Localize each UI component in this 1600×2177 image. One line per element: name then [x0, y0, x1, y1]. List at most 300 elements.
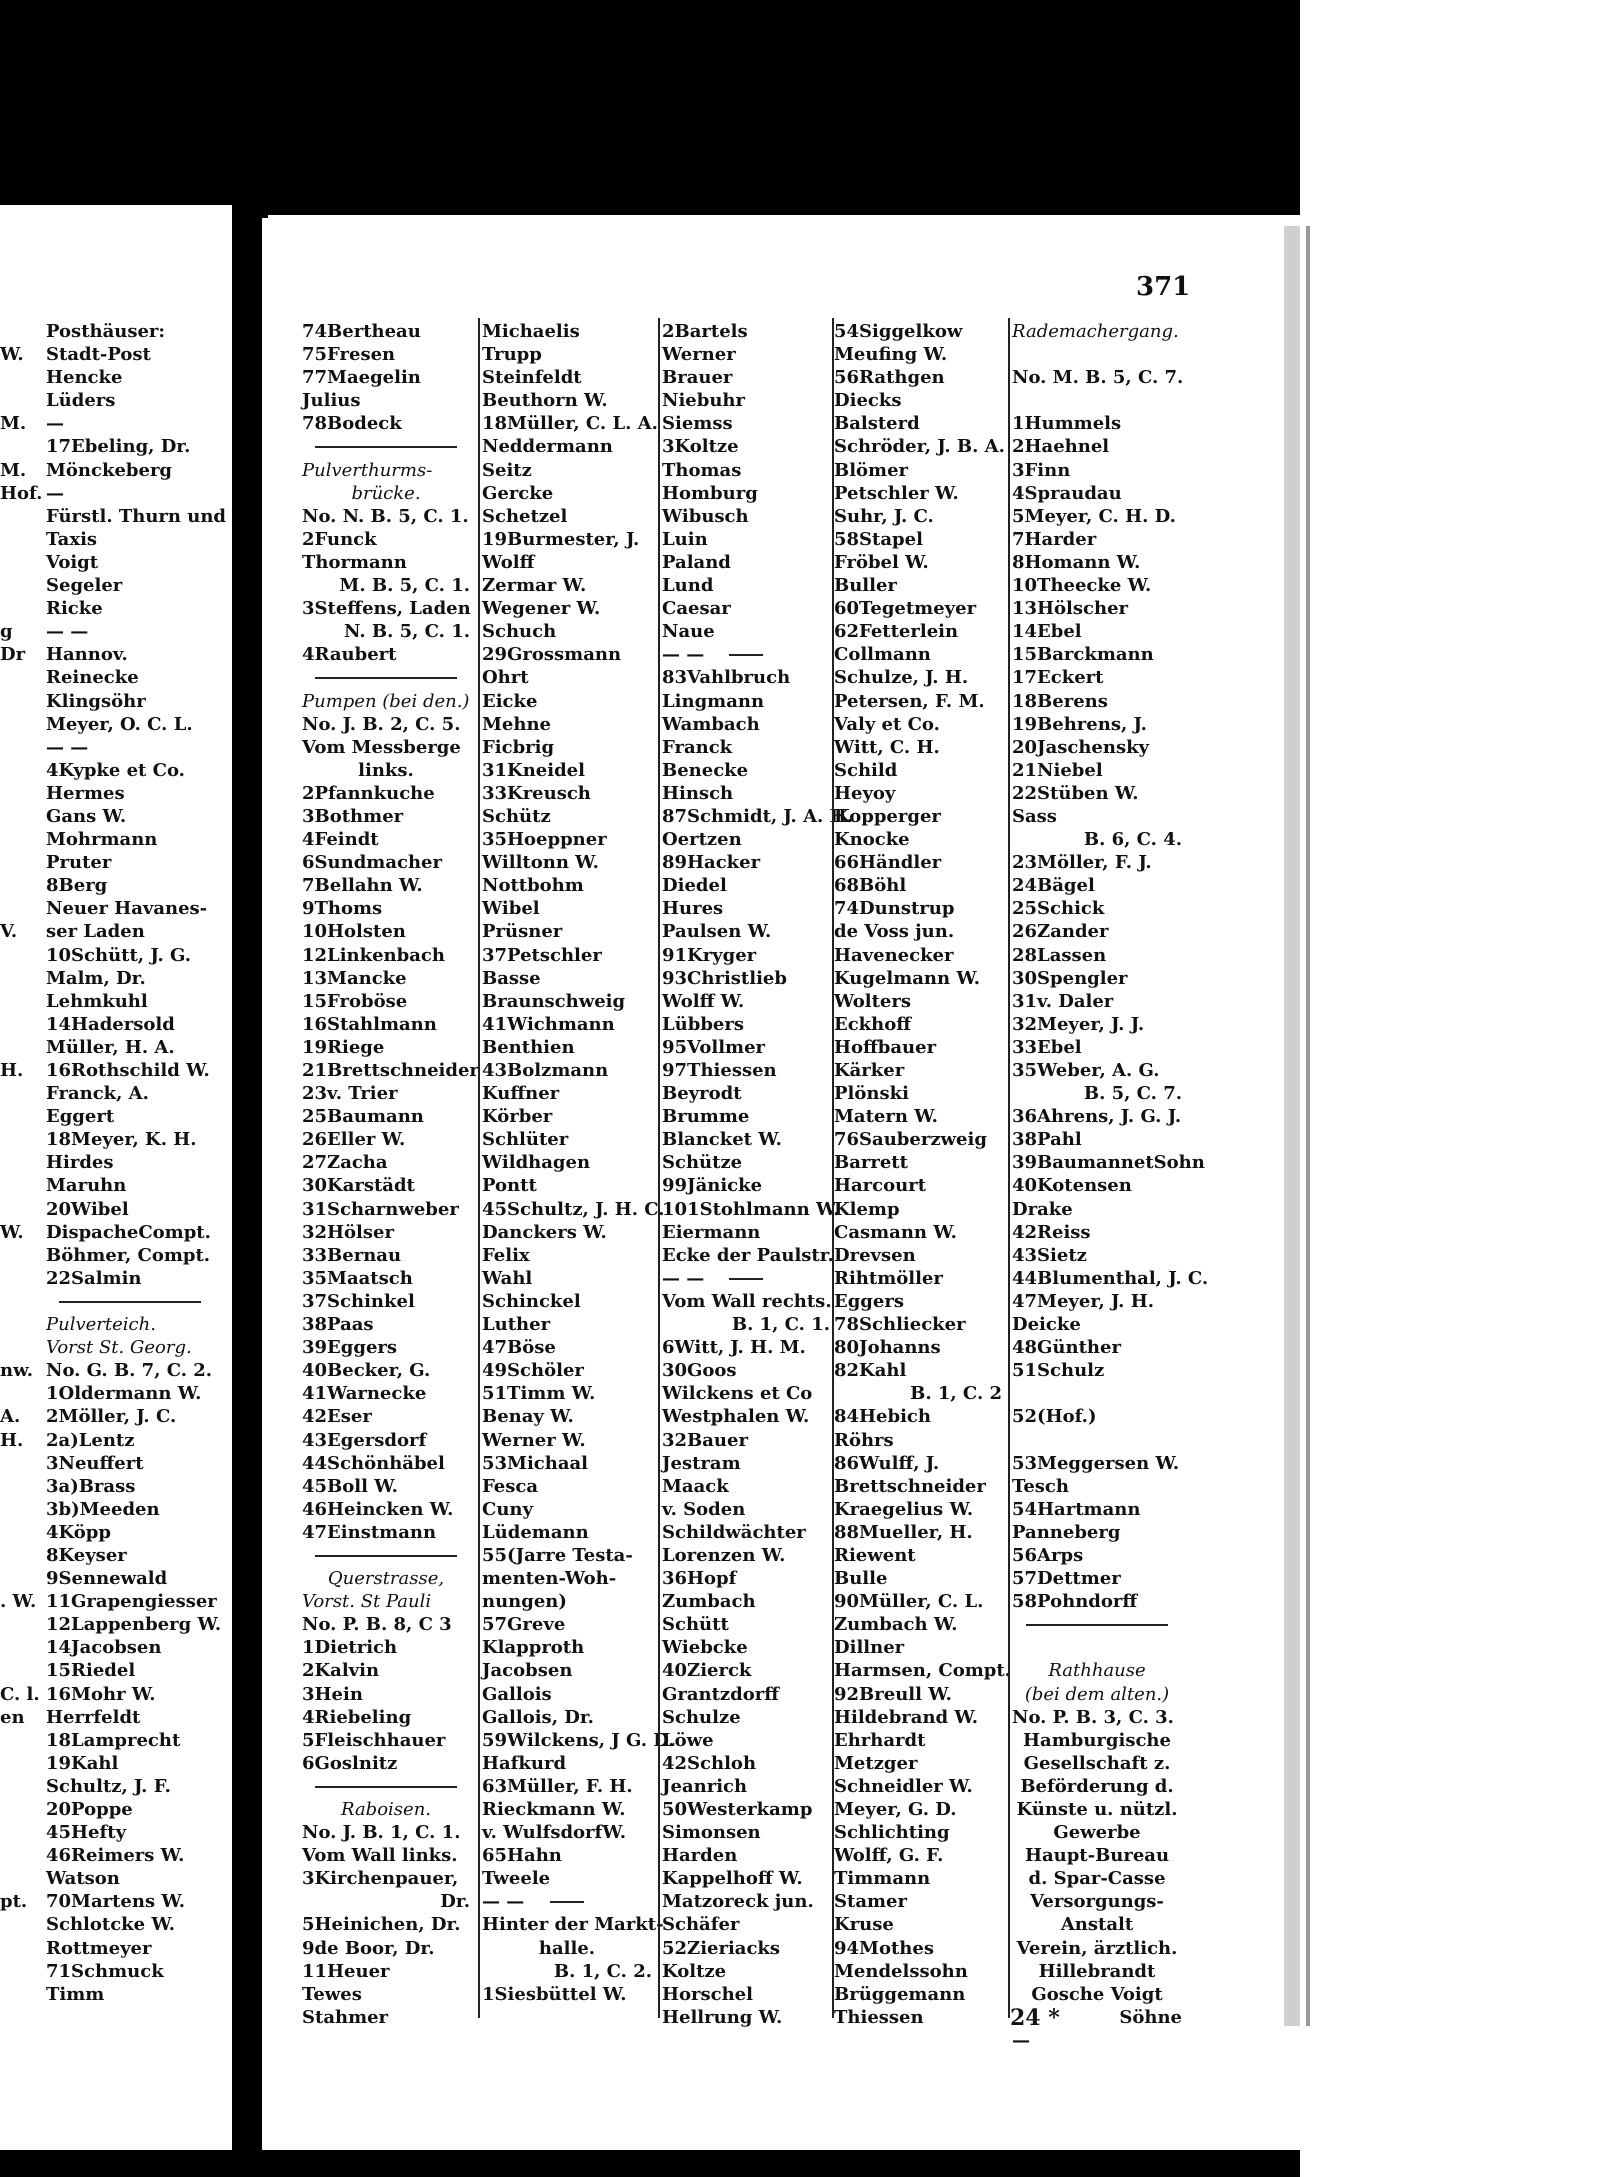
entry-line: 55(Jarre Testa- — [482, 1544, 633, 1566]
entry-line: 35Maatsch — [302, 1267, 413, 1289]
entry-line: Grantzdorff — [662, 1683, 779, 1705]
entry-line: 36Ahrens, J. G. J. — [1012, 1106, 1182, 1128]
entry-line: Ehrhardt — [834, 1729, 926, 1751]
entry-line: Zumbach — [662, 1591, 756, 1613]
entry-line: Petersen, F. M. — [834, 690, 985, 712]
entry-line: 20Jaschensky — [1012, 736, 1150, 758]
entry-line: halle. — [538, 1937, 596, 1959]
entry-line: Schütze — [662, 1152, 743, 1174]
entry-line — [1012, 389, 1182, 412]
entry-line: Pumpen (bei den.) — [302, 690, 470, 712]
entry-line: 3a)Brass — [46, 1475, 136, 1497]
entry-line: Benecke — [662, 759, 749, 781]
entry-line — [0, 1082, 34, 1105]
entry-line: M. — [0, 459, 27, 481]
entry-line — [0, 1867, 34, 1890]
entry-line: Naue — [662, 621, 715, 643]
entry-line: Blancket W. — [662, 1129, 782, 1151]
entry-line: Meyer, O. C. L. — [46, 713, 193, 735]
entry-line: 13Mancke — [302, 967, 407, 989]
entry-line: Malm, Dr. — [46, 967, 146, 989]
entry-line: Rieckmann W. — [482, 1799, 626, 1820]
entry-line: Meufing W. — [834, 344, 948, 366]
entry-line: 4Spraudau — [1012, 482, 1122, 504]
entry-line — [0, 389, 34, 412]
entry-line: Böhmer, Compt. — [46, 1244, 211, 1266]
entry-line: 8Keyser — [46, 1544, 127, 1566]
entry-line: Kruse — [834, 1914, 894, 1936]
entry-line: — — — [662, 643, 830, 666]
entry-line: Horschel — [662, 1983, 753, 2005]
entry-line: 2Kalvin — [302, 1660, 380, 1682]
entry-line: 40Zierck — [662, 1660, 752, 1682]
entry-line: 50Westerkamp — [662, 1799, 813, 1820]
entry-line: Kopperger — [834, 805, 941, 827]
entry-line: 31v. Daler — [1012, 990, 1114, 1012]
entry-line: 48Günther — [1012, 1337, 1121, 1359]
entry-line — [0, 666, 34, 689]
entry-line: 33Ebel — [1012, 1036, 1082, 1058]
entry-line: 2Möller, J. C. — [46, 1406, 177, 1428]
entry-line — [0, 1036, 34, 1059]
entry-line: 58Stapel — [834, 528, 923, 550]
entry-line: 88Mueller, H. — [834, 1521, 973, 1543]
entry-line — [0, 1198, 34, 1221]
entry-line — [0, 967, 34, 990]
entry-line: 4Kypke et Co. — [46, 759, 185, 781]
entry-line: 92Breull W. — [834, 1683, 952, 1705]
entry-line: 10Schütt, J. G. — [46, 944, 191, 966]
entry-line: Simonsen — [662, 1822, 761, 1844]
entry-line: 3Steffens, Laden — [302, 598, 471, 620]
entry-line: Jeanrich — [662, 1775, 748, 1797]
entry-line: Vorst. St Pauli — [302, 1591, 432, 1613]
entry-line — [0, 805, 34, 828]
entry-line: Tewes — [302, 1983, 362, 2005]
entry-line: — — — [46, 736, 89, 758]
entry-line — [0, 828, 34, 851]
entry-line: Hures — [662, 898, 724, 920]
entry-line: Vom Wall links. — [302, 1845, 458, 1867]
entry-line: 47Böse — [482, 1337, 556, 1359]
entry-line: 43Bolzmann — [482, 1060, 609, 1081]
page-number: 371 — [1136, 272, 1191, 302]
entry-line: Witt, C. H. — [834, 736, 940, 758]
entry-line: 47Meyer, J. H. — [1012, 1290, 1154, 1312]
entry-line: Cuny — [482, 1498, 533, 1520]
entry-line: 52(Hof.) — [1012, 1406, 1097, 1428]
entry-line: Braunschweig — [482, 990, 626, 1012]
entry-line — [0, 990, 34, 1013]
entry-line: 32Meyer, J. J. — [1012, 1013, 1145, 1035]
scan-margin-right — [1300, 0, 1600, 2177]
entry-line: Mohrmann — [46, 829, 158, 851]
entry-line: 18Lamprecht — [46, 1729, 181, 1751]
entry-line: 17Eckert — [1012, 667, 1104, 689]
entry-line: Verein, ärztlich. — [1016, 1937, 1178, 1959]
entry-line: Westphalen W. — [662, 1406, 810, 1428]
entry-line: Vorst St. Georg. — [46, 1337, 192, 1359]
entry-line — [0, 1659, 34, 1682]
entry-line: Schildwächter — [662, 1521, 806, 1543]
entry-line: Neddermann — [482, 436, 613, 458]
entry-line — [0, 782, 34, 805]
entry-line: 45Hefty — [46, 1822, 127, 1844]
entry-line: Schulze — [662, 1706, 741, 1728]
entry-line: Franck, A. — [46, 1083, 149, 1105]
entry-line: No. M. B. 5, C. 7. — [1012, 367, 1184, 389]
entry-line: 54Hartmann — [1012, 1498, 1141, 1520]
entry-line: 45Boll W. — [302, 1475, 398, 1497]
entry-line — [0, 366, 34, 389]
entry-line: Hafkurd — [482, 1752, 567, 1774]
entry-line: 20Wibel — [46, 1198, 129, 1220]
entry-line: Michaelis — [482, 321, 580, 342]
entry-line: 15Riedel — [46, 1660, 136, 1682]
entry-line: 87Schmidt, J. A. H. — [662, 805, 853, 827]
entry-line — [0, 1752, 34, 1775]
entry-line: 41Wichmann — [482, 1013, 615, 1035]
printer-signature: 24 * — [1010, 2005, 1060, 2031]
entry-line: Schneidler W. — [834, 1775, 973, 1797]
entry-line: — — [46, 413, 64, 435]
entry-line: Hinsch — [662, 782, 734, 804]
entry-line: Felix — [482, 1244, 530, 1266]
entry-line: 4Raubert — [302, 644, 397, 666]
entry-line: 4Riebeling — [302, 1706, 412, 1728]
entry-line: B. 6, C. 4. — [1083, 829, 1182, 851]
entry-line: Wolff W. — [662, 990, 745, 1012]
entry-line — [0, 1105, 34, 1128]
entry-line: 71Schmuck — [46, 1960, 164, 1982]
entry-line: menten-Woh- — [482, 1568, 617, 1590]
entry-line: Anstalt — [1060, 1914, 1134, 1936]
entry-line: 2Pfannkuche — [302, 782, 435, 804]
entry-line: 7Harder — [1012, 528, 1097, 550]
entry-line: Wiebcke — [662, 1637, 748, 1659]
entry-line: 1Siesbüttel W. — [482, 1983, 627, 2005]
entry-line: — — — [46, 621, 89, 643]
entry-line — [0, 1613, 34, 1636]
entry-line: Julius — [302, 390, 361, 412]
entry-line: Wilckens et Co — [662, 1383, 813, 1405]
entry-line: Benay W. — [482, 1406, 574, 1428]
entry-line — [0, 505, 34, 528]
entry-line: Watson — [46, 1868, 120, 1890]
entry-line: 26Eller W. — [302, 1129, 406, 1151]
entry-line: Meyer, G. D. — [834, 1799, 957, 1820]
entry-line: 45Schultz, J. H. C. — [482, 1198, 665, 1220]
entry-line — [0, 1729, 34, 1752]
entry-line: Wegener W. — [482, 598, 601, 620]
entry-line: Hellrung W. — [662, 2006, 783, 2028]
entry-line: Metzger — [834, 1752, 918, 1774]
entry-line: Matern W. — [834, 1106, 938, 1128]
entry-line — [1012, 1429, 1182, 1452]
entry-line: Mendelssohn — [834, 1960, 968, 1982]
entry-line: Petschler W. — [834, 482, 959, 504]
entry-line: 10Theecke W. — [1012, 575, 1152, 597]
entry-line: Stamer — [834, 1891, 907, 1913]
entry-line: 37Petschler — [482, 944, 602, 966]
entry-line: 59Wilckens, J G. D. — [482, 1729, 675, 1751]
entry-line: 82Kahl — [834, 1360, 907, 1382]
entry-line — [46, 1290, 214, 1313]
entry-line: Gallois — [482, 1683, 552, 1705]
entry-line: Körber — [482, 1106, 553, 1128]
entry-line: 36Hopf — [662, 1568, 737, 1590]
entry-line: Eggert — [46, 1106, 115, 1128]
entry-line: Havenecker — [834, 944, 954, 966]
entry-line: No. P. B. 3, C. 3. — [1012, 1706, 1174, 1728]
entry-line: 9Sennewald — [46, 1568, 168, 1590]
left-page-column — [46, 320, 227, 2006]
entry-line: 86Wulff, J. — [834, 1452, 940, 1474]
entry-line — [0, 1290, 34, 1313]
entry-line: 2Bartels — [662, 321, 748, 342]
entry-line: Blömer — [834, 459, 909, 481]
entry-line — [0, 759, 34, 782]
entry-line: Drevsen — [834, 1244, 916, 1266]
entry-line: 62Fetterlein — [834, 621, 959, 643]
entry-line: Pulverthurms- — [302, 459, 433, 481]
entry-line: 12Lappenberg W. — [46, 1614, 222, 1636]
entry-line: 8Homann W. — [1012, 551, 1141, 573]
entry-line: Lüders — [46, 390, 116, 412]
entry-line: 18Meyer, K. H. — [46, 1129, 197, 1151]
entry-line: 23v. Trier — [302, 1083, 398, 1105]
entry-line: Brumme — [662, 1106, 750, 1128]
entry-line: 40Kotensen — [1012, 1175, 1132, 1197]
entry-line: Reinecke — [46, 667, 139, 689]
entry-line: Wildhagen — [482, 1152, 591, 1174]
entry-line: Dr. — [440, 1891, 470, 1913]
entry-line: 30Goos — [662, 1360, 737, 1382]
entry-line: Riewent — [834, 1544, 916, 1566]
entry-line: 46Heincken W. — [302, 1498, 454, 1520]
entry-line: Balsterd — [834, 413, 920, 435]
entry-line: Barrett — [834, 1152, 908, 1174]
entry-line: Kärker — [834, 1060, 905, 1081]
entry-line — [1012, 343, 1182, 366]
entry-line: 2Funck — [302, 528, 377, 550]
entry-line: Pruter — [46, 852, 112, 874]
entry-line: Voigt — [46, 551, 99, 573]
entry-line: 12Linkenbach — [302, 944, 445, 966]
entry-line: Steinfeldt — [482, 367, 582, 389]
entry-line: 14Hadersold — [46, 1013, 175, 1035]
entry-line: Schütz — [482, 805, 551, 827]
entry-line — [0, 1567, 34, 1590]
entry-line: 52Zieriacks — [662, 1937, 781, 1959]
entry-line: Rademachergang. — [1012, 321, 1179, 342]
entry-line — [0, 1313, 34, 1336]
entry-line — [0, 690, 34, 713]
entry-line: 83Vahlbruch — [662, 667, 791, 689]
entry-line: 3Kirchenpauer, — [302, 1868, 459, 1890]
entry-line: Deicke — [1012, 1314, 1081, 1336]
entry-line: Querstrasse, — [327, 1568, 445, 1590]
entry-line: 42Reiss — [1012, 1221, 1091, 1243]
entry-line: Buller — [834, 575, 897, 597]
entry-line: Panneberg — [1012, 1521, 1121, 1543]
entry-line: Schröder, J. B. A. — [834, 436, 1005, 458]
entry-line: Franck — [662, 736, 733, 758]
entry-line: 22Stüben W. — [1012, 782, 1139, 804]
entry-line: 57Greve — [482, 1614, 566, 1636]
entry-line: C. l. — [0, 1683, 40, 1705]
entry-line: 93Christlieb — [662, 967, 787, 989]
entry-line: H. — [0, 1429, 24, 1451]
entry-line: Mönckeberg — [46, 459, 173, 481]
entry-line: 74Bertheau — [302, 321, 421, 342]
entry-line: Fröbel W. — [834, 551, 929, 573]
entry-line: Löwe — [662, 1729, 714, 1751]
entry-line: DispacheCompt. — [46, 1221, 211, 1243]
entry-line: 75Fresen — [302, 344, 396, 366]
entry-line: Luther — [482, 1314, 551, 1336]
entry-line: Eicke — [482, 690, 538, 712]
entry-line: 5Meyer, C. H. D. — [1012, 505, 1176, 527]
entry-line: 84Hebich — [834, 1406, 931, 1428]
entry-line: 44Blumenthal, J. C. — [1012, 1267, 1209, 1289]
entry-line: Gewerbe — [1053, 1822, 1141, 1844]
entry-line: 11Grapengiesser — [46, 1591, 217, 1613]
entry-line: — — [1012, 2029, 1030, 2051]
entry-line: Valy et Co. — [834, 713, 940, 735]
entry-line: Willtonn W. — [482, 852, 599, 874]
entry-line — [0, 736, 34, 759]
entry-line: g — [0, 621, 13, 643]
entry-line: 35Hoeppner — [482, 829, 607, 851]
entry-line: Hildebrand W. — [834, 1706, 979, 1728]
entry-line: Kraegelius W. — [834, 1498, 974, 1520]
entry-line: 66Händler — [834, 852, 942, 874]
entry-line — [302, 435, 470, 458]
entry-line: 15Barckmann — [1012, 644, 1154, 666]
entry-line: Wibel — [482, 898, 540, 920]
entry-line: Röhrs — [834, 1429, 894, 1451]
entry-line: W. — [0, 344, 24, 366]
entry-line: Nottbohm — [482, 875, 584, 897]
directory-column-4 — [834, 320, 1011, 2029]
entry-line: Eggers — [834, 1290, 904, 1312]
entry-line: 94Mothes — [834, 1937, 934, 1959]
entry-line: 56Rathgen — [834, 367, 945, 389]
entry-line — [0, 1128, 34, 1151]
entry-line: Segeler — [46, 575, 123, 597]
entry-line: A. — [0, 1406, 21, 1428]
entry-line: 8Berg — [46, 875, 108, 897]
entry-line: 20Poppe — [46, 1799, 133, 1820]
entry-line: Werner W. — [482, 1429, 586, 1451]
entry-line: Heyoy — [834, 782, 896, 804]
entry-line: 39BaumannetSohn — [1012, 1152, 1205, 1174]
entry-line: Suhr, J. C. — [834, 505, 934, 527]
entry-line: Eiermann — [662, 1221, 761, 1243]
entry-line: 31Kneidel — [482, 759, 585, 781]
entry-line: Kugelmann W. — [834, 967, 981, 989]
entry-line: Seitz — [482, 459, 532, 481]
entry-line — [0, 1452, 34, 1475]
entry-line: 19Behrens, J. — [1012, 713, 1147, 735]
entry-line: Beyrodt — [662, 1083, 742, 1105]
entry-line: 6Sundmacher — [302, 852, 442, 874]
entry-line: Schuch — [482, 621, 557, 643]
entry-line: 30Spengler — [1012, 967, 1128, 989]
entry-line: 31Scharnweber — [302, 1198, 459, 1220]
entry-line: Wibusch — [662, 505, 749, 527]
entry-line: 51Timm W. — [482, 1383, 596, 1405]
entry-line: Hillebrandt — [1038, 1960, 1156, 1982]
entry-line: 33Bernau — [302, 1244, 402, 1266]
entry-line: Schlichting — [834, 1822, 950, 1844]
entry-line: 35Weber, A. G. — [1012, 1060, 1160, 1081]
entry-line: Lüdemann — [482, 1521, 589, 1543]
entry-line: 3b)Meeden — [46, 1498, 160, 1520]
entry-line: Thormann — [302, 551, 407, 573]
entry-line: Jacobsen — [482, 1660, 573, 1682]
entry-line: 89Hacker — [662, 852, 761, 874]
entry-line: 17Ebeling, Dr. — [46, 436, 191, 458]
entry-line: 25Baumann — [302, 1106, 424, 1128]
entry-line: 56Arps — [1012, 1544, 1084, 1566]
column-divider — [1008, 318, 1010, 2018]
entry-line: 5Fleischhauer — [302, 1729, 446, 1751]
entry-line: 63Müller, F. H. — [482, 1775, 633, 1797]
entry-line: Gesellschaft z. — [1023, 1752, 1171, 1774]
entry-line: 41Warnecke — [302, 1383, 427, 1405]
entry-line: Hof. — [0, 482, 43, 504]
entry-line: 32Bauer — [662, 1429, 748, 1451]
entry-line: Brauer — [662, 367, 733, 389]
entry-line — [0, 1382, 34, 1405]
directory-column-5 — [1012, 320, 1209, 2052]
entry-line — [302, 1775, 470, 1798]
entry-line: Fesca — [482, 1475, 539, 1497]
entry-line: Homburg — [662, 482, 758, 504]
entry-line: Drake — [1012, 1198, 1073, 1220]
entry-line: B. 5, C. 7. — [1083, 1083, 1182, 1105]
entry-line: 18Müller, C. L. A. — [482, 413, 658, 435]
entry-line: 6Witt, J. H. M. — [662, 1337, 806, 1359]
entry-line: Hirdes — [46, 1152, 114, 1174]
entry-line: Prüsner — [482, 921, 563, 943]
entry-line: de Voss jun. — [834, 921, 955, 943]
entry-line: Vom Messberge — [302, 736, 461, 758]
entry-line — [0, 1844, 34, 1867]
entry-line: 16Stahlmann — [302, 1013, 437, 1035]
entry-line: Schulze, J. H. — [834, 667, 969, 689]
page-edge-line — [1306, 226, 1310, 2026]
entry-line: 3Koltze — [662, 436, 739, 458]
entry-line — [0, 1798, 34, 1821]
entry-line: 30Karstädt — [302, 1175, 415, 1197]
entry-line: 1Hummels — [1012, 413, 1122, 435]
entry-line — [302, 666, 470, 689]
entry-line: Pontt — [482, 1175, 537, 1197]
entry-line: . W. — [0, 1591, 37, 1613]
entry-line: Stadt-Post — [46, 344, 151, 366]
entry-line: Neuer Havanes- — [46, 898, 208, 920]
entry-line: Stahmer — [302, 2006, 389, 2028]
entry-line: Söhne — [1119, 2006, 1182, 2028]
entry-line: Schild — [834, 759, 898, 781]
entry-line: v. WulfsdorfW. — [482, 1822, 626, 1844]
entry-line: 68Böhl — [834, 875, 907, 897]
entry-line: en — [0, 1706, 25, 1728]
entry-line: N. B. 5, C. 1. — [344, 621, 470, 643]
